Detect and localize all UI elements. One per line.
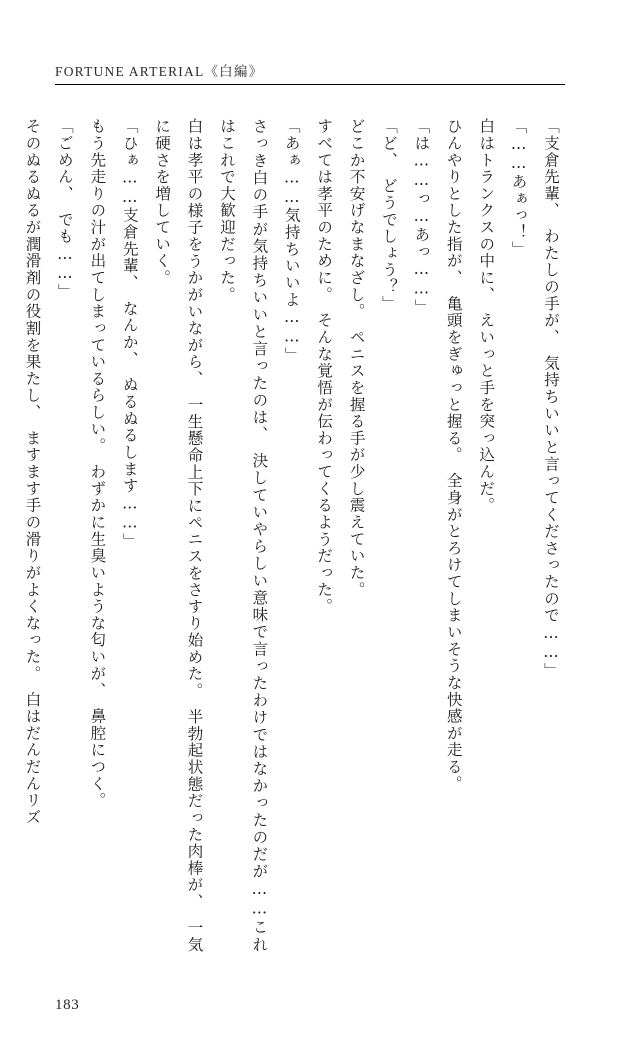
- paragraph: どこか不安げなまなざし。 ペニスを握る手が少し震えていた。: [347, 118, 366, 598]
- page-number: 183: [55, 997, 80, 1013]
- body-text-area: [23, 118, 567, 953]
- paragraph: そのぬるぬるが潤滑剤の役割を果たし、 ますます手の滑りがよくなった。 白はだんだんリズ: [23, 118, 42, 826]
- paragraph: さっき白の手が気持ちいいと言ったのは、 決していやらしい意味で言ったわけではなかったのだが……これはこれで大歓迎だった。: [217, 118, 269, 953]
- paragraph: 「は……っ…あっ……」: [412, 118, 431, 316]
- paragraph: 「……あぁっ！」: [509, 118, 528, 258]
- paragraph: ひんやりとした指が、 亀頭をぎゅっと握る。 全身がとろけてしまいそうな快感が走る。: [444, 118, 463, 793]
- paragraph: もう先走りの汁が出てしまっているらしい。 わずかに生臭いような匂いが、 鼻腔につく。: [88, 118, 107, 809]
- header-divider: [55, 84, 565, 85]
- paragraph: 白は孝平の様子をうかがいながら、 一生懸命上下にペニスをさすり始めた。 半勃起状態だった肉棒が、 一気に硬さを増していく。: [153, 118, 204, 953]
- paragraph: 「ごめん、 でも……」: [55, 118, 74, 301]
- running-head-series: FORTUNE ARTERIAL: [55, 64, 205, 79]
- running-head-volume: 《白編》: [204, 64, 264, 79]
- paragraph: 「支倉先輩、 わたしの手が、 気持ちいいと言ってくださったので……」: [542, 118, 560, 680]
- paragraph: 「ど、 どうでしょう？」: [379, 118, 398, 313]
- paragraph: 白はトランクスの中に、 えいっと手を突っ込んだ。: [477, 118, 496, 514]
- paragraph: 「あぁ……気持ちいいよ……」: [282, 118, 301, 364]
- paragraph: 「ひぁ……支倉先輩、 なんか、 ぬるぬるします……」: [120, 118, 139, 550]
- running-head: [55, 60, 565, 80]
- paragraph: すべては孝平のために。 そんな覚悟が伝わってくるようだった。: [315, 118, 334, 615]
- vertical-text-block: [16, 118, 567, 953]
